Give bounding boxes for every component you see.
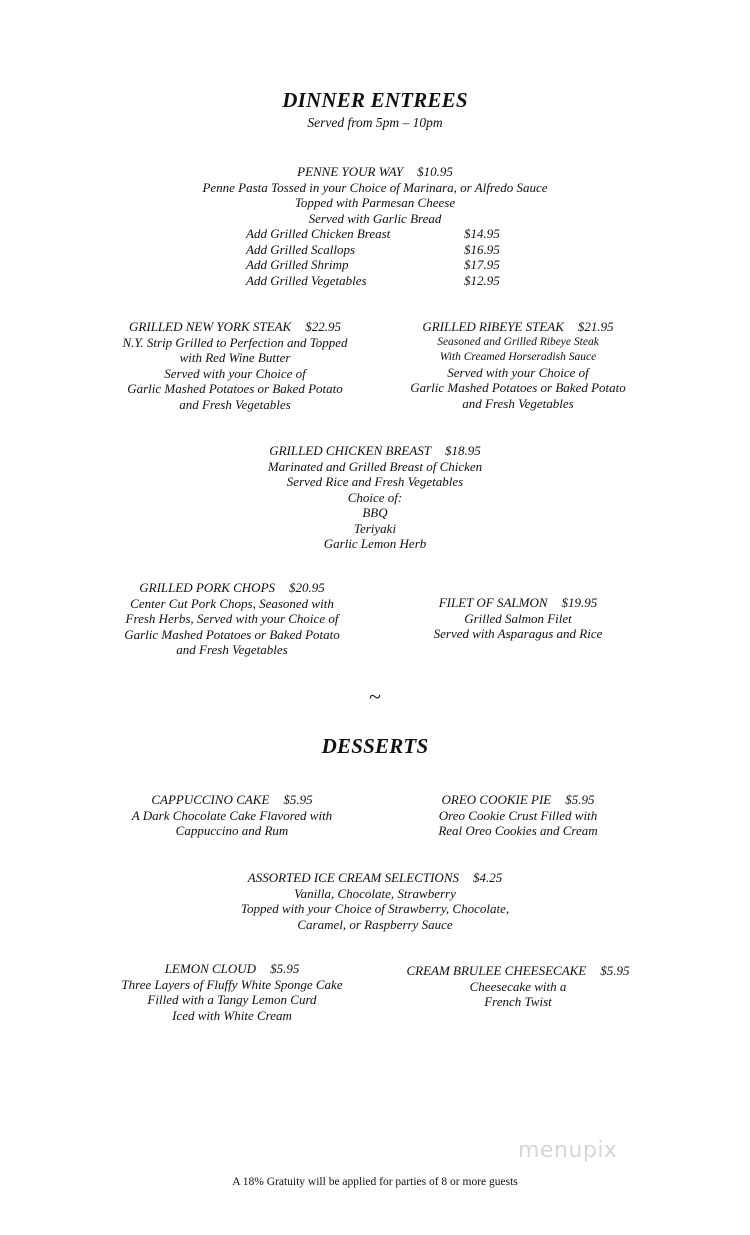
icecream-item: [0, 870, 750, 932]
ny-steak-heading: [95, 319, 375, 335]
addon-name: Add Grilled Shrimp: [246, 257, 349, 272]
addon-price: $12.95: [464, 272, 500, 288]
penne-desc-1: Penne Pasta Tossed in your Choice of Marinara, or Alfredo Sauce: [202, 179, 548, 195]
chicken-heading: [0, 443, 750, 459]
penne-addons: [246, 226, 504, 288]
icecream-desc-1: Vanilla, Chocolate, Strawberry: [294, 885, 456, 901]
salmon-price: $19.95: [561, 595, 598, 610]
cappuccino-heading: [92, 792, 372, 808]
ny-steak-desc-1: N.Y. Strip Grilled to Perfection and Topped: [122, 334, 348, 350]
ny-steak-desc-5: and Fresh Vegetables: [179, 396, 291, 412]
brulee-heading: [378, 963, 658, 979]
chicken-desc-6: Garlic Lemon Herb: [323, 536, 427, 551]
chicken-item: [0, 443, 750, 552]
icecream-price: $4.25: [473, 870, 503, 885]
addon-name: Add Grilled Chicken Breast: [246, 226, 391, 241]
addon-row: [246, 242, 504, 258]
oreo-price: $5.95: [565, 792, 595, 807]
oreo-desc-2: Real Oreo Cookies and Cream: [438, 823, 598, 838]
cappuccino-desc-2: Cappuccino and Rum: [175, 823, 289, 838]
icecream-desc-3: Caramel, or Raspberry Sauce: [297, 916, 453, 932]
dinner-title: DINNER ENTREES: [282, 88, 468, 112]
brulee-name: CREAM BRULEE CHEESECAKE: [406, 963, 587, 978]
addon-price: $16.95: [464, 241, 500, 257]
ribeye-desc-2: With Creamed Horseradish Sauce: [439, 350, 597, 363]
desserts-title: DESSERTS: [321, 734, 429, 758]
chicken-desc-2: Served Rice and Fresh Vegetables: [286, 474, 464, 489]
cappuccino-item: [92, 792, 372, 839]
salmon-name: FILET OF SALMON: [438, 595, 548, 610]
ribeye-name: GRILLED RIBEYE STEAK: [422, 319, 564, 334]
chicken-price: $18.95: [445, 443, 481, 458]
lemon-item: [92, 961, 372, 1023]
menupix-watermark: menupix: [518, 1138, 618, 1163]
penne-heading: [0, 164, 750, 180]
chicken-desc-5: Teriyaki: [353, 520, 397, 536]
chicken-desc-1: Marinated and Grilled Breast of Chicken: [267, 458, 483, 474]
pork-desc-3: Garlic Mashed Potatoes or Baked Potato: [124, 626, 340, 642]
salmon-desc-1: Grilled Salmon Filet: [464, 610, 572, 626]
penne-desc-3: Served with Garlic Bread: [308, 210, 442, 226]
ribeye-price: $21.95: [577, 319, 614, 334]
brulee-desc-2: French Twist: [484, 994, 552, 1009]
penne-item: [0, 164, 750, 226]
penne-desc-2: Topped with Parmesan Cheese: [294, 195, 456, 210]
pork-heading: [92, 580, 372, 596]
tilde-separator: ~: [369, 684, 381, 709]
addon-price: $14.95: [464, 226, 500, 241]
cappuccino-name: CAPPUCCINO CAKE: [151, 792, 270, 807]
ribeye-item: [378, 319, 658, 411]
gratuity-footer: A 18% Gratuity will be applied for parties of 8 or more guests: [232, 1176, 518, 1188]
icecream-name: ASSORTED ICE CREAM SELECTIONS: [247, 870, 459, 885]
ny-steak-desc-2: with Red Wine Butter: [179, 350, 291, 365]
addon-name: Add Grilled Scallops: [246, 241, 356, 257]
ny-steak-desc-4: Garlic Mashed Potatoes or Baked Potato: [127, 381, 343, 396]
ribeye-desc-5: and Fresh Vegetables: [462, 395, 574, 411]
penne-name: PENNE YOUR WAY: [297, 164, 404, 179]
oreo-item: [378, 792, 658, 839]
dinner-subtitle: Served from 5pm – 10pm: [307, 115, 443, 130]
salmon-desc-2: Served with Asparagus and Rice: [433, 626, 603, 641]
pork-desc-2: Fresh Herbs, Served with your Choice of: [125, 611, 339, 626]
icecream-heading: [0, 870, 750, 886]
lemon-heading: [92, 961, 372, 977]
oreo-desc-1: Oreo Cookie Crust Filled with: [438, 807, 598, 823]
addon-row: [246, 226, 504, 242]
lemon-price: $5.95: [270, 961, 300, 976]
ribeye-desc-4: Garlic Mashed Potatoes or Baked Potato: [410, 380, 626, 395]
ny-steak-price: $22.95: [305, 319, 341, 334]
ribeye-heading: [378, 319, 658, 335]
chicken-name: GRILLED CHICKEN BREAST: [269, 443, 432, 458]
addon-row: [246, 257, 504, 273]
oreo-name: OREO COOKIE PIE: [441, 792, 552, 807]
pork-price: $20.95: [289, 580, 325, 595]
ny-steak-name: GRILLED NEW YORK STEAK: [129, 319, 292, 334]
pork-desc-4: and Fresh Vegetables: [176, 642, 288, 657]
ny-steak-item: [95, 319, 375, 412]
lemon-desc-3: Iced with White Cream: [172, 1007, 292, 1023]
brulee-price: $5.95: [600, 963, 630, 978]
addon-row: [246, 273, 504, 289]
ribeye-desc-1: Seasoned and Grilled Ribeye Steak: [437, 335, 599, 348]
cappuccino-price: $5.95: [283, 792, 313, 807]
chicken-desc-3: Choice of:: [347, 489, 403, 505]
pork-desc-1: Center Cut Pork Chops, Seasoned with: [130, 595, 334, 611]
brulee-item: [378, 963, 658, 1010]
pork-item: [92, 580, 372, 658]
penne-price: $10.95: [417, 164, 453, 179]
pork-name: GRILLED PORK CHOPS: [139, 580, 276, 595]
cappuccino-desc-1: A Dark Chocolate Cake Flavored with: [131, 807, 333, 823]
addon-price: $17.95: [464, 257, 500, 272]
salmon-item: [378, 595, 658, 642]
chicken-desc-4: BBQ: [362, 505, 388, 520]
lemon-name: LEMON CLOUD: [164, 961, 257, 976]
lemon-desc-2: Filled with a Tangy Lemon Curd: [147, 992, 317, 1007]
lemon-desc-1: Three Layers of Fluffy White Sponge Cake: [121, 976, 343, 992]
icecream-desc-2: Topped with your Choice of Strawberry, Chocolate,: [240, 901, 510, 916]
brulee-desc-1: Cheesecake with a: [469, 978, 567, 994]
ny-steak-desc-3: Served with your Choice of: [164, 365, 306, 381]
salmon-heading: [378, 595, 658, 611]
addon-name: Add Grilled Vegetables: [246, 272, 367, 288]
oreo-heading: [378, 792, 658, 808]
ribeye-desc-3: Served with your Choice of: [447, 364, 589, 380]
